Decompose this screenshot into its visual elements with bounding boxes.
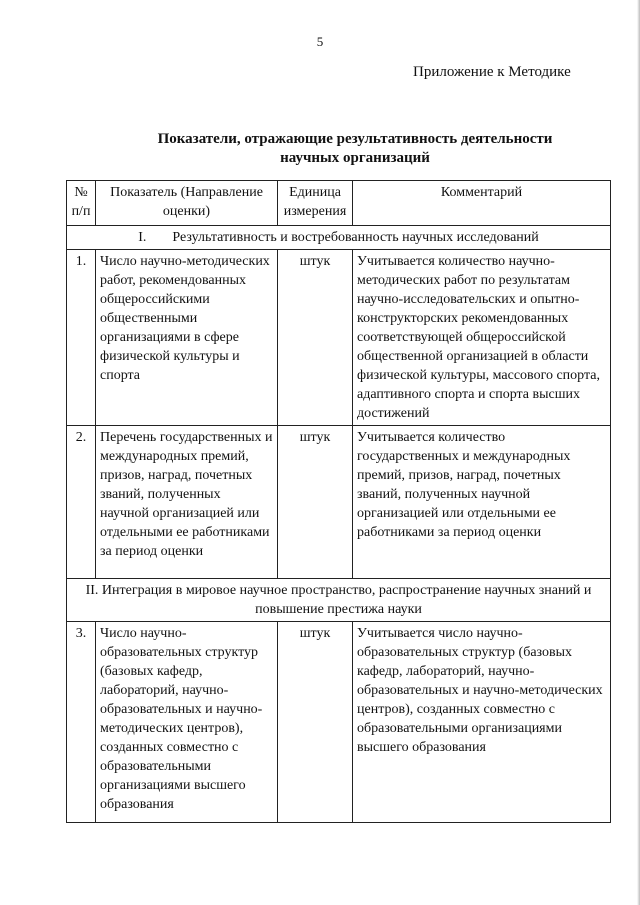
row-unit: штук [278,426,353,579]
header-unit: Единица измерения [278,181,353,226]
row-number: 2. [67,426,96,579]
row-comment: Учитывается число научно-образовательных структур (базовых кафедр, лабораторий, научно-образовательных и научно-методических центров), созданных совместно с образовательными организациями высшего образования [353,622,611,823]
table-row [67,426,611,579]
section-row-2 [67,579,611,622]
row-unit: штук [278,622,353,823]
row-number: 1. [67,250,96,426]
row-comment: Учитывается количество государственных и международных премий, призов, наград, почетных званий, полученных научной организацией или отдельными ее работниками за период оценки [353,426,611,579]
header-number: № п/п [67,181,96,226]
row-unit: штук [278,250,353,426]
table-header-row [67,181,611,226]
title-line-1: Показатели, отражающие результативность деятельности [157,131,553,147]
row-comment: Учитывается количество научно-методических работ по результатам научно-исследовательских и опытно-конструкторских рекомендованных соответствующей общероссийской общественной организацией в области физической культуры, массового спорта, адаптивного спорта и спорта высших достижений [353,250,611,426]
row-number: 3. [67,622,96,823]
section-row-1 [67,226,611,250]
header-comment: Комментарий [353,181,611,226]
row-indicator: Перечень государственных и международных премий, призов, наград, почетных званий, полученных научной организацией или отдельными ее работниками за период оценки [96,426,278,579]
annex-label: Приложение к Методике [413,64,571,80]
section-1-heading [67,226,611,250]
document-title [130,130,580,168]
header-indicator: Показатель (Направление оценки) [96,181,278,226]
row-indicator: Число научно-образовательных структур (базовых кафедр, лабораторий, научно-образовательных и научно-методических центров), созданных совместно с образовательными организациями высшего образования [96,622,278,823]
row-indicator: Число научно-методических работ, рекомендованных общероссийскими общественными организациями в сфере физической культуры и спорта [96,250,278,426]
section-1-numeral: I. [138,230,147,245]
section-2-heading: II. Интеграция в мировое научное пространство, распространение научных знаний и повышение престижа науки [67,579,611,622]
table-row [67,622,611,823]
indicators-table [66,180,611,823]
page-number: 5 [316,34,324,49]
title-line-2: научных организаций [280,150,430,166]
section-1-title: Результативность и востребованность научных исследований [172,230,539,245]
table-row [67,250,611,426]
